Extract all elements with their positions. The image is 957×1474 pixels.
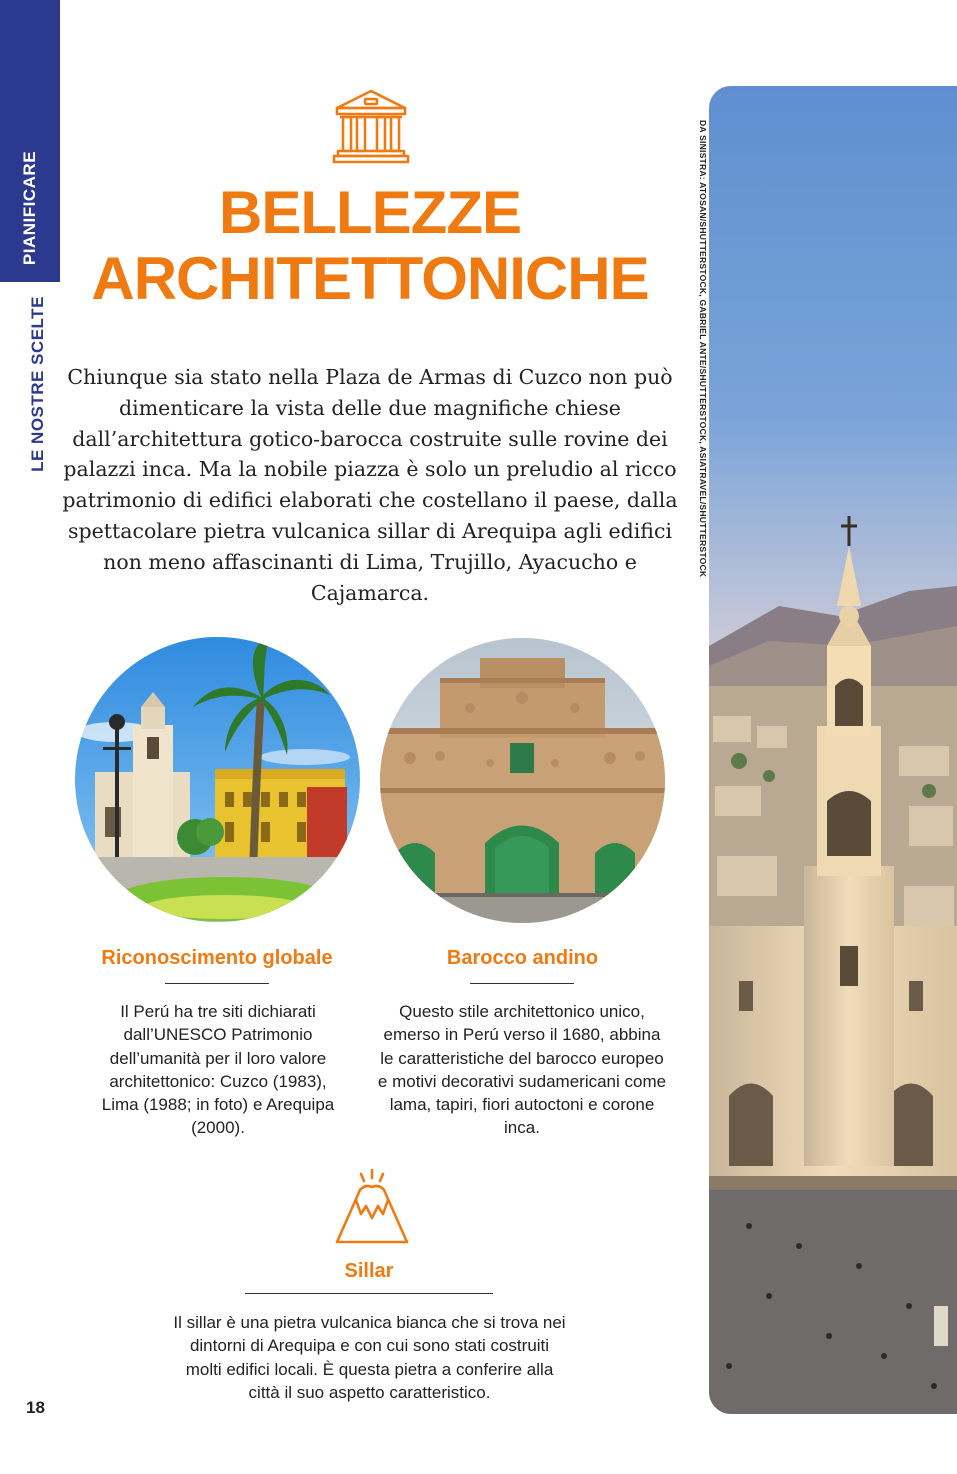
feature-divider-riconoscimento <box>165 983 269 984</box>
temple-icon <box>332 88 410 166</box>
cajamarca-cathedral-photo <box>380 638 665 923</box>
feature-divider-barocco <box>470 983 574 984</box>
page-title-line-2: ARCHITETTONICHE <box>91 245 649 312</box>
photo-credits: DA SINISTRA: ATOSAN/SHUTTERSTOCK, GABRIEL ANTE/SHUTTERSTOCK, ASIATRAVEL/SHUTTERSTOCK <box>698 120 708 578</box>
feature-title-sillar: Sillar <box>344 1260 394 1282</box>
feature-divider-sillar <box>245 1293 493 1294</box>
feature-title-barocco: Barocco andino <box>446 947 599 969</box>
feature-text-riconoscimento: Il Perú ha tre siti dichiarati dall’UNESCO Patrimonio dell’umanità per il loro valore architettonico: Cuzco (1983), Lima (1988; in foto) e Arequipa (2000). <box>101 1002 335 1138</box>
volcano-icon <box>334 1168 410 1248</box>
page-title <box>60 180 680 312</box>
intro-paragraph: Chiunque sia stato nella Plaza de Armas di Cuzco non può dimenticare la vista delle due magnifiche chiese dall’architettura gotico-barocca costruite sulle rovine dei palazzi inca. Ma la nobile piazza è solo un preludio al ricco patrimonio di edifici elaborati che costellano il paese, dalla spettacolare pietra vulcanica sillar di Arequipa agli edifici non meno affascinanti di Lima, Trujillo, Ayacucho e Cajamarca. <box>62 365 678 605</box>
feature-text-sillar: Il sillar è una pietra vulcanica bianca che si trova nei dintorni di Arequipa e con cui sono stati costruiti molti edifici locali. È questa pietra a conferire alla città il suo aspetto caratteristico. <box>173 1313 566 1402</box>
page-number: 18 <box>26 1398 45 1417</box>
feature-title-riconoscimento: Riconoscimento globale <box>101 947 333 969</box>
lima-plaza-photo <box>75 637 360 922</box>
feature-text-barocco: Questo stile architettonico unico, emerso in Perú verso il 1680, abbina le caratteristiche del barocco europeo e motivi decorativi sudamericani come lama, tapiri, fiori autoctoni e corone inca. <box>377 1002 667 1138</box>
section-tab-label: PIANIFICARE <box>20 150 39 266</box>
arequipa-cathedral-photo <box>709 86 957 1414</box>
subsection-tab-label: LE NOSTRE SCELTE <box>28 296 47 472</box>
page-title-line-1: BELLEZZE <box>219 179 521 246</box>
